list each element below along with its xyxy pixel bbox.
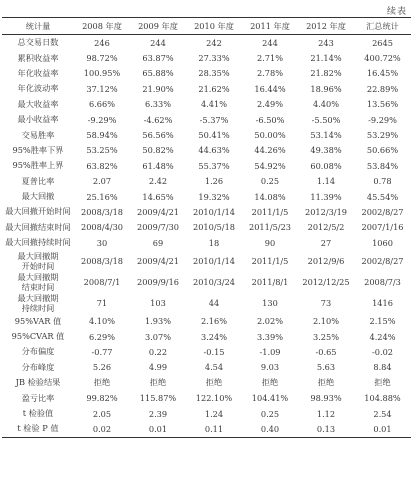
table-row: [2, 127, 411, 142]
table-cell: 50.00%: [254, 130, 286, 141]
table-cell: 2008/3/18: [81, 255, 123, 266]
table-cell: 244: [150, 37, 166, 48]
table-cell: 22.89%: [366, 83, 399, 94]
table-cell: 246: [94, 37, 110, 48]
table-row: [2, 271, 411, 292]
table-row: [2, 235, 411, 250]
row-label: 最大回撤: [21, 191, 55, 202]
column-header: 2011 年度: [242, 18, 298, 35]
row-label: 95%CVAR 值: [11, 331, 65, 342]
row-label: 95%胜率下界: [12, 144, 64, 155]
table-cell: 2.16%: [200, 316, 227, 327]
table-cell: 115.87%: [139, 393, 177, 404]
table-cell: 27.33%: [198, 53, 230, 64]
table-cell: 53.25%: [86, 145, 118, 156]
table-cell: 5.63: [316, 362, 336, 373]
row-label: 分布偏度: [21, 346, 55, 357]
table-cell: 104.88%: [364, 393, 401, 404]
table-cell: 130: [262, 297, 278, 308]
table-cell: 0.25: [260, 176, 280, 187]
table-cell: 2.49%: [256, 99, 283, 110]
table-cell: 50.41%: [198, 130, 230, 141]
table-cell: 2.71%: [256, 53, 283, 64]
table-cell: 30: [96, 237, 108, 248]
table-cell: 21.14%: [310, 53, 342, 64]
table-cell: 100.95%: [83, 68, 121, 79]
table-cell: -5.37%: [199, 114, 229, 125]
table-cell: 3.24%: [200, 331, 227, 342]
table-cell: 2011/5/23: [249, 222, 291, 233]
row-label: 最大回撤期 结束时间: [17, 271, 59, 292]
table-cell: 69: [152, 237, 164, 248]
table-row: [2, 158, 411, 173]
table-cell: 2009/4/21: [137, 255, 179, 266]
table-cell: 16.44%: [254, 83, 286, 94]
table-cell: 1.14: [316, 176, 336, 187]
table-cell: 2007/1/16: [361, 222, 404, 233]
table-cell: 53.84%: [366, 160, 399, 171]
table-cell: 8.84: [373, 362, 392, 373]
table-cell: 63.82%: [86, 160, 118, 171]
table-cell: 2.07: [92, 176, 112, 187]
table-row: [2, 81, 411, 96]
table-row: [2, 250, 411, 271]
table-cell: 2002/8/27: [361, 206, 404, 217]
table-row: [2, 174, 411, 189]
table-cell: 2011/8/1: [251, 276, 289, 287]
table-cell: 拒绝: [205, 377, 223, 388]
table-cell: 45.54%: [366, 191, 399, 202]
table-cell: 拒绝: [317, 377, 335, 388]
table-cell: 2008/4/30: [81, 222, 123, 233]
table-cell: 1060: [372, 237, 393, 248]
table-cell: 58.94%: [86, 130, 118, 141]
table-cell: 2.42: [148, 176, 168, 187]
table-row: [2, 66, 411, 81]
table-cell: 2011/1/5: [251, 255, 289, 266]
table-cell: 2.54: [373, 408, 392, 419]
table-row: [2, 421, 411, 437]
table-cell: 28.35%: [198, 68, 230, 79]
table-body: [2, 35, 411, 438]
table-row: [2, 360, 411, 375]
table-cell: 244: [262, 37, 278, 48]
table-row: [2, 220, 411, 235]
table-cell: 4.24%: [369, 331, 396, 342]
table-cell: 14.08%: [254, 191, 286, 202]
table-cell: 55.37%: [198, 160, 230, 171]
table-cell: 5.26: [92, 362, 112, 373]
table-cell: 0.02: [74, 421, 130, 437]
table-cell: 53.14%: [310, 130, 342, 141]
table-cell: 4.10%: [88, 316, 115, 327]
row-label: 95%VAR 值: [14, 315, 62, 326]
table-cell: 44: [208, 297, 220, 308]
column-header: 汇总统计: [354, 18, 411, 35]
row-label: 最大回撤结束时间: [5, 221, 71, 232]
table-cell: 2002/8/27: [361, 255, 404, 266]
table-cell: 2012/5/2: [307, 222, 345, 233]
table-cell: 73: [320, 297, 332, 308]
table-cell: 2009/7/30: [137, 222, 179, 233]
row-label: 夏普比率: [21, 175, 55, 186]
table-cell: 2010/5/18: [193, 222, 235, 233]
table-cell: 25.16%: [86, 191, 118, 202]
table-cell: 0.78: [373, 176, 392, 187]
table-cell: 1.93%: [144, 316, 171, 327]
table-cell: 拒绝: [93, 377, 111, 388]
table-cell: 2.78%: [256, 68, 283, 79]
table-row: [2, 313, 411, 328]
table-cell: 2008/7/3: [364, 276, 401, 287]
row-label: 累积收益率: [17, 52, 59, 63]
table-cell: 65.88%: [142, 68, 174, 79]
table-cell: 1416: [372, 297, 393, 308]
table-cell: 122.10%: [195, 393, 233, 404]
table-cell: 9.03: [260, 362, 280, 373]
table-row: [2, 204, 411, 219]
table-cell: 0.22: [148, 346, 168, 357]
table-cell: 6.29%: [88, 331, 115, 342]
table-cell: 400.72%: [364, 53, 401, 64]
table-cell: 6.66%: [88, 99, 115, 110]
table-cell: 0.40: [242, 421, 298, 437]
table-cell: 2010/1/14: [193, 255, 235, 266]
column-header: 统计量: [2, 18, 74, 35]
table-cell: 4.54: [204, 362, 224, 373]
table-cell: 99.82%: [86, 393, 118, 404]
table-cell: 11.39%: [310, 191, 342, 202]
row-label: 最大回撤持续时间: [5, 237, 71, 248]
table-cell: 2012/9/6: [307, 255, 345, 266]
table-cell: 54.92%: [254, 160, 286, 171]
table-cell: -0.77: [91, 346, 113, 357]
table-row: [2, 143, 411, 158]
table-cell: 63.87%: [142, 53, 174, 64]
table-row: [2, 50, 411, 65]
table-cell: 拒绝: [261, 377, 279, 388]
table-cell: -5.50%: [311, 114, 341, 125]
row-label: 分布峰度: [21, 361, 55, 372]
table-cell: 2.39: [148, 408, 168, 419]
table-cell: 53.29%: [366, 130, 399, 141]
table-cell: 2009/9/16: [137, 276, 179, 287]
table-cell: 2.05: [92, 408, 112, 419]
table-cell: 2.02%: [256, 316, 283, 327]
table-cell: 2.15%: [369, 316, 396, 327]
table-cell: 2008/7/1: [83, 276, 121, 287]
table-cell: 0.25: [260, 408, 280, 419]
table-cell: 27: [320, 237, 332, 248]
table-header-row: [2, 18, 411, 35]
table-cell: 0.13: [298, 421, 354, 437]
table-cell: -0.15: [203, 346, 225, 357]
table-cell: 1.26: [204, 176, 224, 187]
table-cell: -9.29%: [87, 114, 117, 125]
row-label: t 检验 P 值: [2, 421, 74, 437]
table-cell: 60.08%: [310, 160, 342, 171]
table-cell: 242: [206, 37, 222, 48]
table-cell: 90: [264, 237, 276, 248]
table-cell: 2008/3/18: [81, 206, 123, 217]
row-label: t 检验值: [22, 408, 54, 418]
table-cell: 21.90%: [142, 83, 174, 94]
table-cell: 21.82%: [310, 68, 342, 79]
row-label: 95%胜率上界: [12, 160, 64, 171]
table-row: [2, 406, 411, 421]
table-row: [2, 189, 411, 204]
table-cell: -0.65: [315, 346, 337, 357]
row-label: 年化收益率: [17, 67, 59, 78]
continued-label: 续表: [386, 7, 407, 17]
table-row: [2, 35, 411, 51]
row-label: 最大回撤开始时间: [5, 206, 71, 217]
table-cell: 3.39%: [256, 331, 283, 342]
table-cell: 4.99: [148, 362, 168, 373]
table-cell: 49.38%: [310, 145, 342, 156]
column-header: 2012 年度: [298, 18, 354, 35]
table-cell: -1.09: [259, 346, 281, 357]
table-cell: 2011/1/5: [251, 206, 289, 217]
table-cell: 18: [208, 237, 220, 248]
statistics-table: [2, 17, 411, 438]
table-cell: 50.66%: [366, 145, 399, 156]
table-cell: 103: [150, 297, 166, 308]
table-row: [2, 329, 411, 344]
table-cell: 1.12: [316, 408, 336, 419]
table-cell: 56.56%: [142, 130, 174, 141]
table-cell: 拒绝: [374, 377, 391, 388]
table-cell: 1.24: [204, 408, 224, 419]
table-cell: 2645: [372, 37, 393, 48]
row-label: 交易胜率: [21, 129, 55, 140]
table-row: [2, 344, 411, 359]
table-cell: 3.07%: [144, 331, 171, 342]
table-cell: 98.72%: [86, 53, 118, 64]
table-cell: 3.25%: [312, 331, 339, 342]
column-header: 2010 年度: [186, 18, 242, 35]
table-cell: 243: [318, 37, 334, 48]
table-cell: 71: [96, 297, 108, 308]
row-label: 最大收益率: [17, 98, 59, 109]
table-cell: 0.11: [186, 421, 242, 437]
table-cell: -9.29%: [368, 114, 397, 125]
table-cell: 2010/1/14: [193, 206, 235, 217]
column-header: 2009 年度: [130, 18, 186, 35]
table-cell: 13.56%: [366, 99, 399, 110]
table-cell: 4.40%: [312, 99, 339, 110]
table-cell: 44.63%: [198, 145, 230, 156]
table-cell: 2012/3/19: [305, 206, 347, 217]
table-cell: 16.45%: [366, 68, 399, 79]
table-cell: 44.26%: [254, 145, 286, 156]
table-cell: 14.65%: [142, 191, 174, 202]
table-cell: 104.41%: [251, 393, 289, 404]
table-cell: -0.02: [372, 346, 393, 357]
table-cell: 21.62%: [198, 83, 230, 94]
row-label: JB 检验结果: [15, 377, 61, 388]
table-cell: 98.93%: [310, 393, 342, 404]
table-cell: 6.33%: [144, 99, 171, 110]
row-label: 最大回撤期 开始时间: [17, 250, 59, 271]
table-cell: 0.01: [130, 421, 186, 437]
table-row: [2, 390, 411, 405]
table-row: [2, 292, 411, 313]
table-row: [2, 112, 411, 127]
row-label: 最大回撤期 持续时间: [17, 292, 59, 313]
table-cell: -4.62%: [143, 114, 173, 125]
column-header: 2008 年度: [74, 18, 130, 35]
table-cell: -6.50%: [255, 114, 285, 125]
table-row: [2, 97, 411, 112]
table-cell: 2009/4/21: [137, 206, 179, 217]
table-cell: 4.41%: [200, 99, 227, 110]
row-label: 最小收益率: [17, 114, 59, 125]
table-cell: 2010/3/24: [193, 276, 235, 287]
table-cell: 37.12%: [86, 83, 118, 94]
row-label: 总交易日数: [17, 37, 59, 48]
table-cell: 2.10%: [312, 316, 339, 327]
table-cell: 61.48%: [142, 160, 174, 171]
table-cell: 拒绝: [149, 377, 167, 388]
row-label: 年化波动率: [17, 83, 59, 94]
table-cell: 0.01: [354, 421, 411, 437]
table-cell: 50.82%: [142, 145, 174, 156]
table-row: [2, 375, 411, 390]
table-cell: 18.96%: [310, 83, 342, 94]
table-cell: 19.32%: [198, 191, 230, 202]
row-label: 盈亏比率: [21, 392, 55, 403]
table-cell: 2012/12/25: [302, 276, 350, 287]
